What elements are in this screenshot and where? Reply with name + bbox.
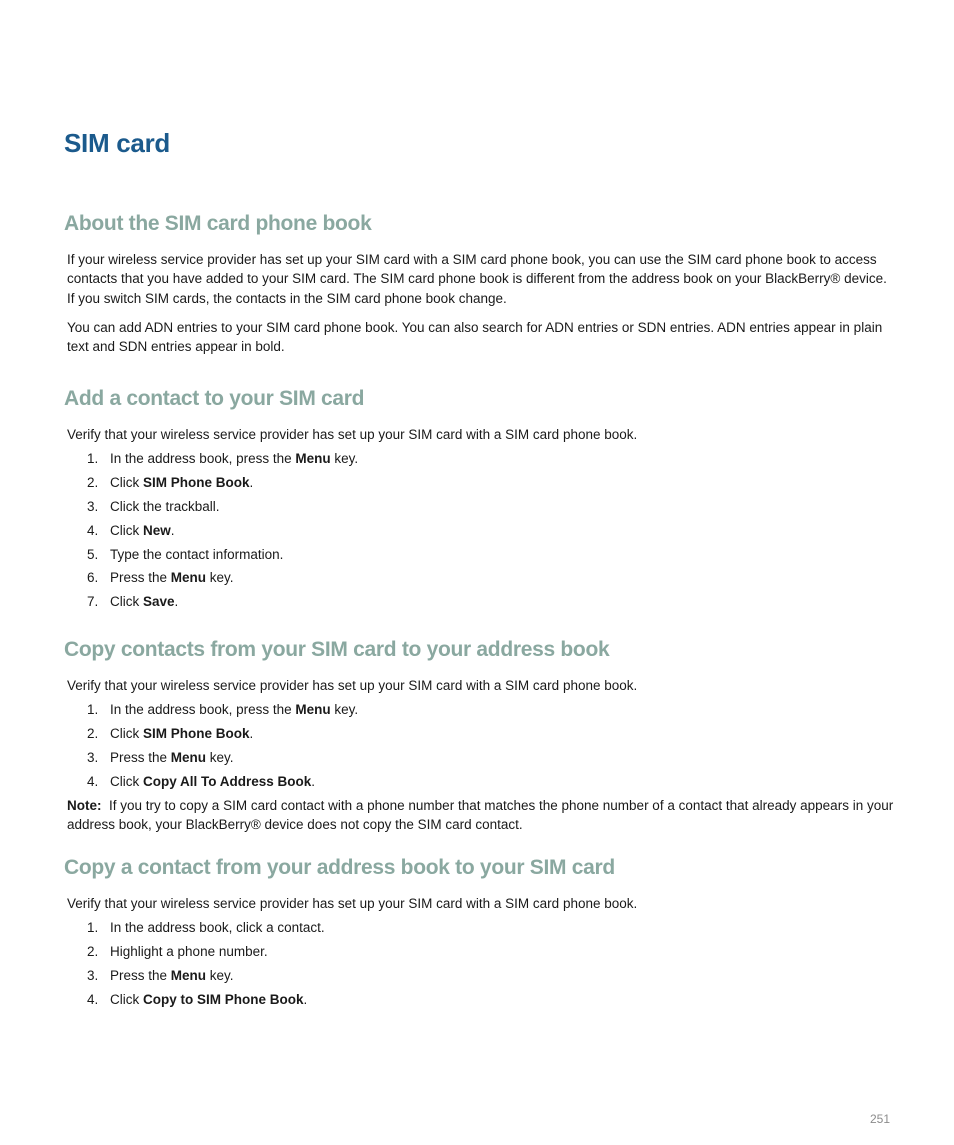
step-number: 6. (87, 570, 99, 585)
step-text-end: key. (206, 750, 234, 765)
step-text: Press the (110, 968, 171, 983)
step-text: Click (110, 992, 143, 1007)
step-text: Click (110, 774, 143, 789)
list-item (87, 918, 325, 937)
step-bold: SIM Phone Book (143, 475, 250, 490)
page-number: 251 (870, 1112, 891, 1126)
step-text: Press the (110, 570, 171, 585)
step-text: Press the (110, 750, 171, 765)
step-number: 7. (87, 594, 99, 609)
note-label: Note: (67, 798, 102, 813)
step-number: 5. (87, 547, 99, 562)
step-text: Click (110, 475, 143, 490)
step-text: In the address book, click a contact. (110, 920, 325, 935)
step-bold: New (143, 523, 171, 538)
step-number: 2. (87, 726, 99, 741)
step-number: 1. (87, 702, 99, 717)
step-text-end: . (249, 726, 254, 741)
step-bold: Menu (170, 968, 207, 983)
step-text-end: . (249, 475, 254, 490)
list-item (87, 942, 268, 961)
list-item (87, 990, 307, 1009)
page-title: SIM card (64, 128, 170, 158)
step-bold: Menu (170, 570, 207, 585)
step-text-end: key. (206, 570, 234, 585)
step-number: 4. (87, 992, 99, 1007)
section-heading-copy-to-sim: Copy a contact from your address book to your SIM card (64, 856, 615, 879)
step-text: Click (110, 523, 143, 538)
list-item (87, 724, 253, 743)
list-item (87, 748, 234, 767)
intro-text: Verify that your wireless service provider has set up your SIM card with a SIM card phone book. (67, 427, 638, 442)
list-item (87, 497, 220, 516)
step-text-end: . (311, 774, 316, 789)
step-number: 1. (87, 920, 99, 935)
list-item (87, 545, 283, 564)
step-text: Click (110, 594, 143, 609)
note (67, 796, 897, 835)
step-text: Click the trackball. (110, 499, 220, 514)
list-item (87, 568, 234, 587)
step-bold: Copy All To Address Book (143, 774, 312, 789)
step-number: 2. (87, 944, 99, 959)
step-bold: Copy to SIM Phone Book (143, 992, 304, 1007)
section-heading-about: About the SIM card phone book (64, 212, 372, 235)
step-text: Click (110, 726, 143, 741)
step-bold: Menu (295, 702, 331, 717)
step-number: 3. (87, 750, 99, 765)
step-text-end: . (174, 594, 179, 609)
list-item (87, 521, 175, 540)
step-bold: Menu (295, 451, 331, 466)
step-bold: Menu (170, 750, 207, 765)
step-text: In the address book, press the (110, 451, 296, 466)
step-text: In the address book, press the (110, 702, 296, 717)
section-heading-copy-from-sim: Copy contacts from your SIM card to your address book (64, 638, 610, 661)
step-text-end: key. (330, 451, 359, 466)
step-number: 2. (87, 475, 99, 490)
note-text: If you try to copy a SIM card contact with a phone number that matches the phone number of a contact that already appears in your address book, your BlackBerry® device does not copy the SIM card contact. (67, 798, 894, 833)
list-item (87, 449, 358, 468)
intro-text: Verify that your wireless service provider has set up your SIM card with a SIM card phone book. (67, 678, 638, 693)
step-text: Type the contact information. (110, 547, 284, 562)
list-item (87, 772, 315, 791)
step-text-end: . (170, 523, 175, 538)
step-text-end: . (303, 992, 308, 1007)
intro-text: Verify that your wireless service provider has set up your SIM card with a SIM card phone book. (67, 896, 638, 911)
step-text-end: key. (330, 702, 359, 717)
list-item (87, 700, 358, 719)
step-number: 3. (87, 968, 99, 983)
list-item (87, 592, 178, 611)
step-number: 3. (87, 499, 99, 514)
step-bold: Save (143, 594, 175, 609)
step-number: 4. (87, 774, 99, 789)
section-heading-add-contact: Add a contact to your SIM card (64, 387, 365, 410)
step-text: Highlight a phone number. (110, 944, 268, 959)
step-text-end: key. (206, 968, 234, 983)
paragraph: If your wireless service provider has set up your SIM card with a SIM card phone book, you can use the SIM card phone book to access contacts that you have added to your SIM card. The SIM card phone book is different from the address book on your BlackBerry® device. If you switch SIM cards, the contacts in the SIM card phone book change. (67, 252, 887, 306)
list-item (87, 966, 234, 985)
step-bold: SIM Phone Book (143, 726, 250, 741)
step-number: 4. (87, 523, 99, 538)
list-item (87, 473, 253, 492)
paragraph: You can add ADN entries to your SIM card phone book. You can also search for ADN entries or SDN entries. ADN entries appear in plain text and SDN entries appear in bold. (67, 320, 883, 355)
step-number: 1. (87, 451, 99, 466)
